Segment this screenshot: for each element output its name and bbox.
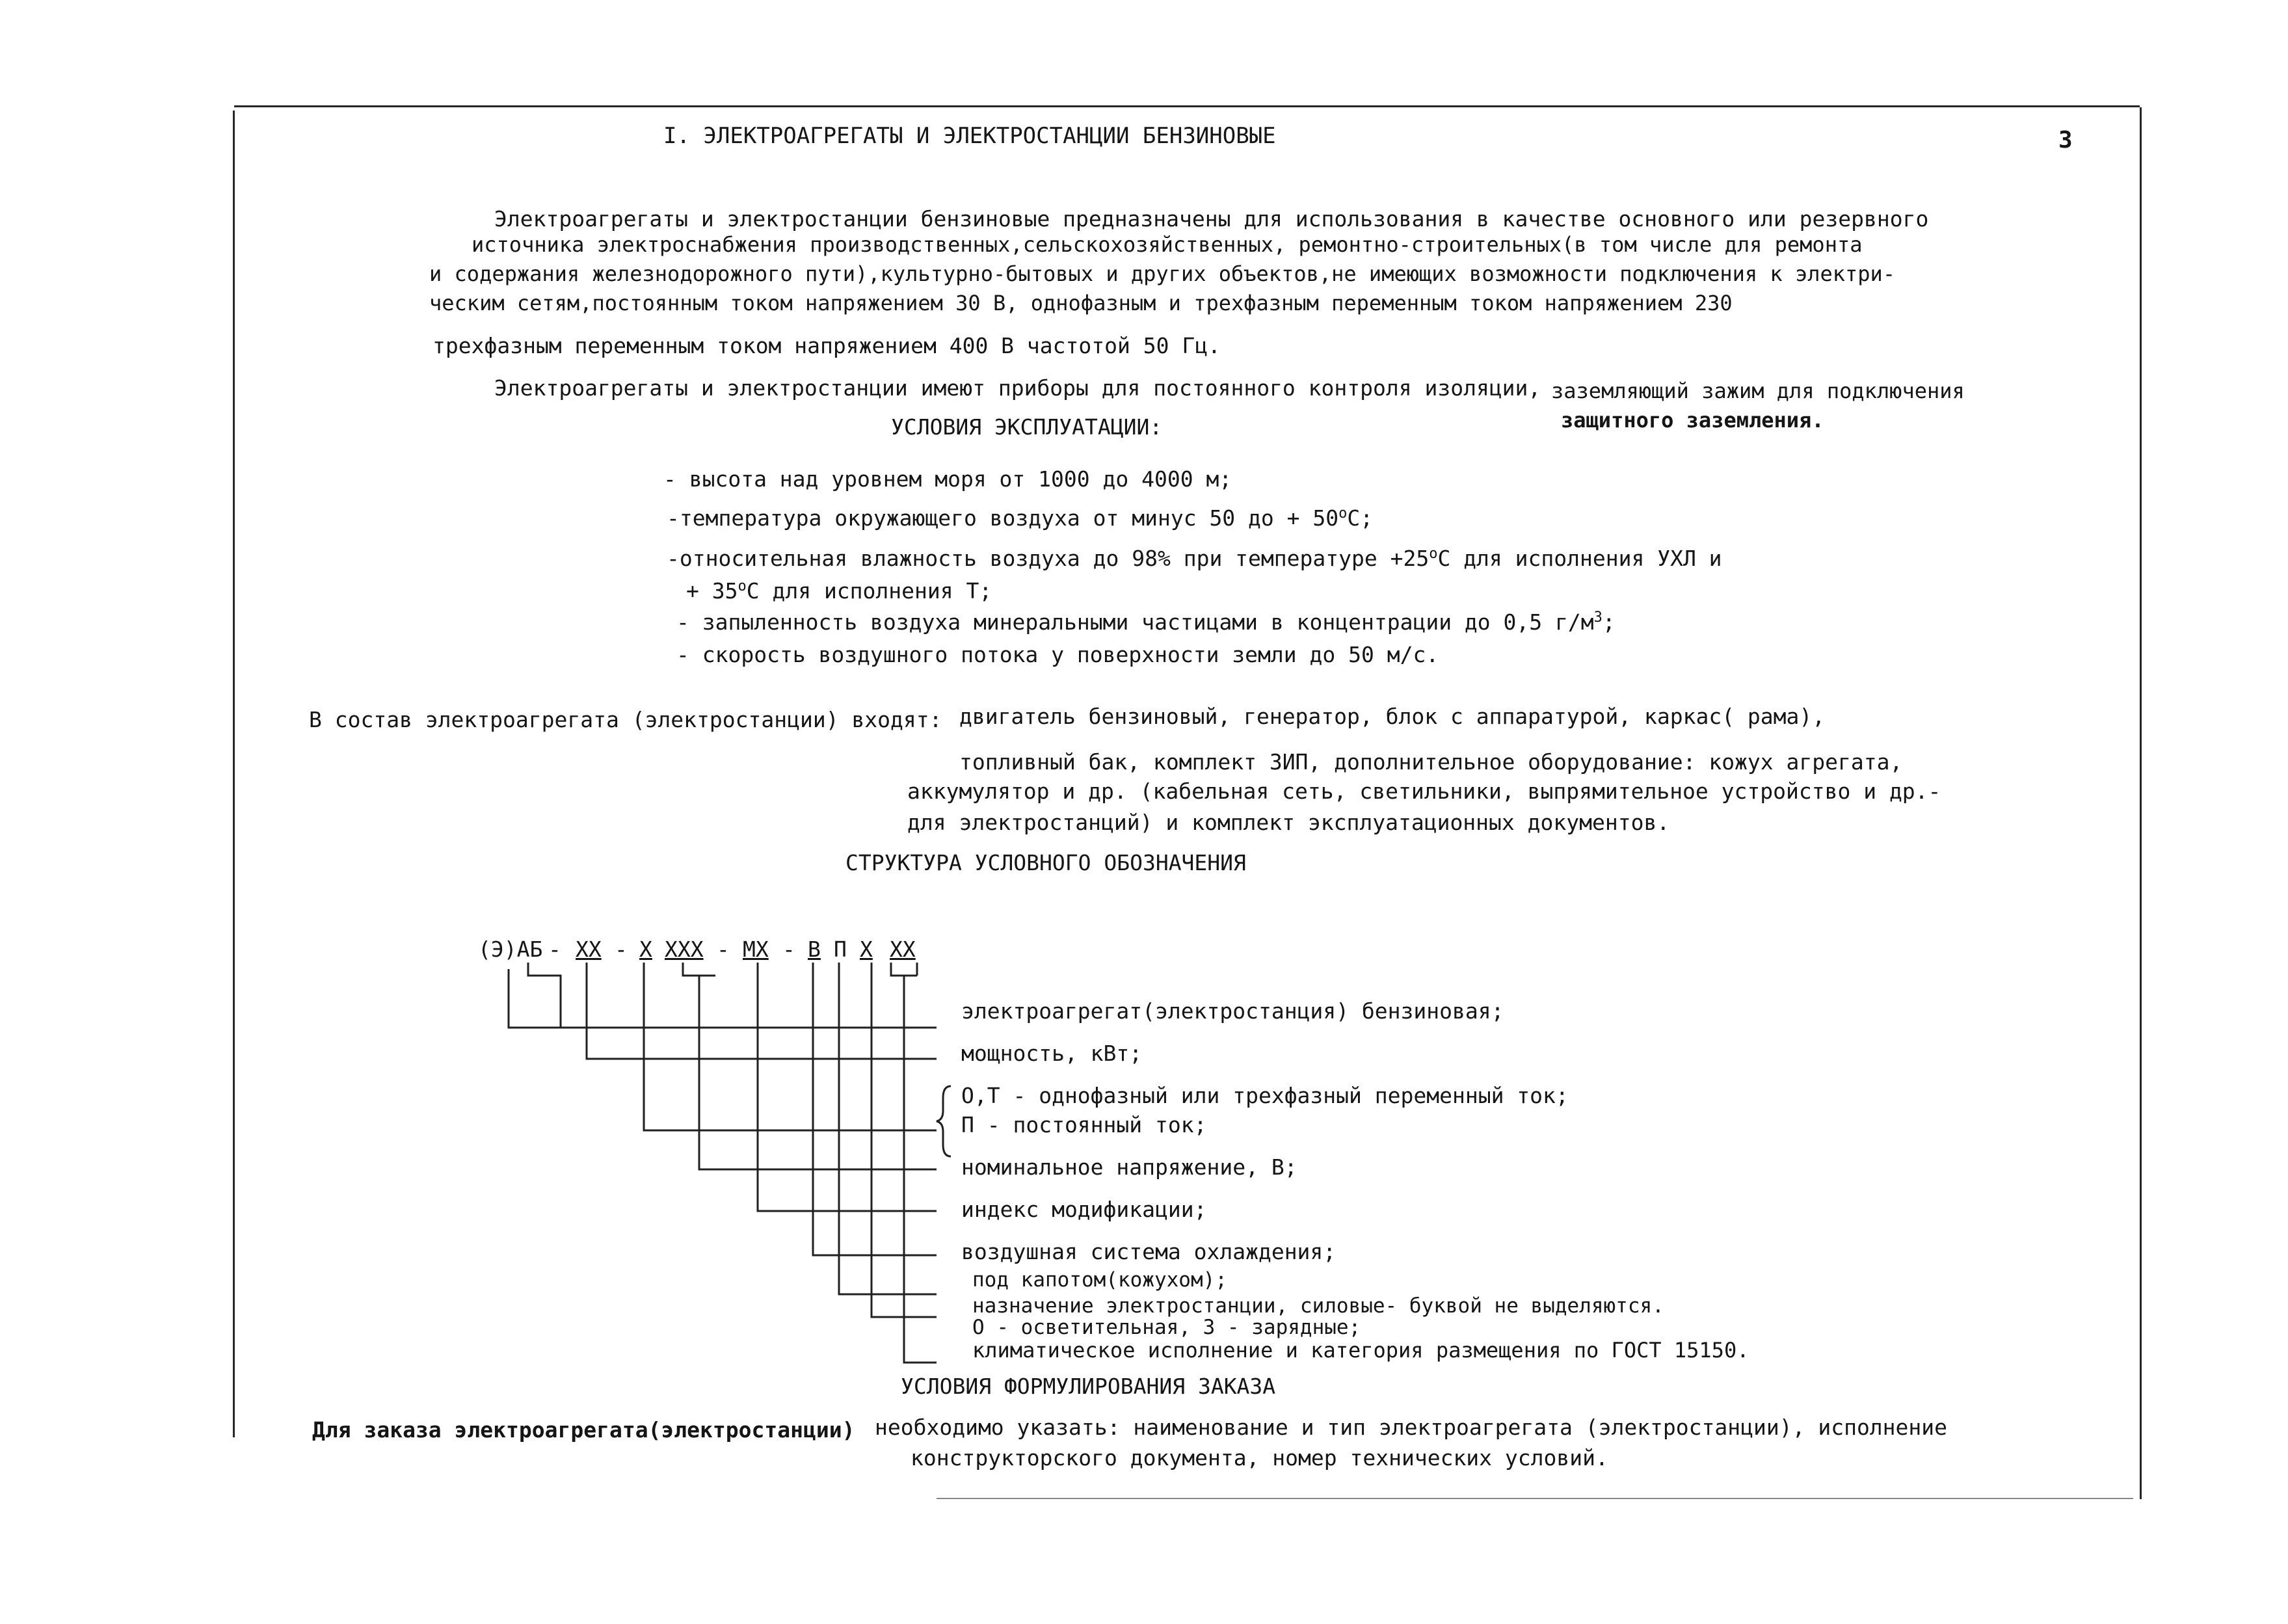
connector-voltage	[683, 963, 937, 1169]
intro-line-5: трехфазным переменным током напряжением 400 В частотой 50 Гц.	[432, 333, 1221, 358]
condition-temperature: -температура окружающего воздуха от минус 50 до + $50^оС$;	[667, 505, 1374, 531]
code-part-climate: XX	[890, 937, 916, 962]
legend-climate: климатическое исполнение и категория размещения по ГОСТ 15150.	[972, 1338, 1749, 1363]
code-dash-3: -	[717, 937, 730, 962]
intro-line-1: Электроагрегаты и электростанции бензиновые предназначены для использования в качестве основного или резервного	[494, 206, 1929, 232]
code-part-mod: MX	[743, 937, 769, 962]
code-dash-2: -	[615, 937, 628, 962]
code-part-ab: (Э)АБ	[478, 937, 543, 962]
intro-line-3: и содержания железнодорожного пути),культурно-бытовых и других объектов,не имеющих возможности подключения к электри-	[429, 261, 1896, 286]
legend-power: мощность, кВт;	[961, 1041, 1143, 1066]
intro-line-4: ческим сетям,постоянным током напряжением 30 В, однофазным и трехфазным переменным током напряжением 230	[429, 291, 1733, 315]
composition-line-3: аккумулятор и др. (кабельная сеть, светильники, выпрямительное устройство и др.-	[907, 779, 1941, 804]
condition-wind: - скорость воздушного потока у поверхности земли до 50 м/с.	[676, 642, 1439, 667]
brace	[937, 1086, 951, 1156]
connector-mod	[758, 963, 937, 1211]
section-title: I. ЭЛЕКТРОАГРЕГАТЫ И ЭЛЕКТРОСТАНЦИИ БЕНЗИНОВЫЕ	[663, 123, 1276, 149]
composition-line-4: для электростанций) и комплект эксплуатационных документов.	[907, 810, 1670, 835]
order-heading: УСЛОВИЯ ФОРМУЛИРОВАНИЯ ЗАКАЗА	[901, 1374, 1276, 1399]
legend-ac: О,Т - однофазный или трехфазный переменный ток;	[961, 1083, 1569, 1108]
legend-voltage: номинальное напряжение, В;	[961, 1154, 1297, 1180]
legend-dc: П - постоянный ток;	[961, 1112, 1207, 1138]
conditions-heading: УСЛОВИЯ ЭКСПЛУАТАЦИИ:	[891, 414, 1163, 440]
connector-power-drop	[587, 963, 937, 1059]
connector-current	[644, 963, 937, 1130]
connector-hood	[839, 963, 937, 1294]
condition-altitude: - высота над уровнем моря от 1000 до 4000 м;	[663, 466, 1232, 492]
legend-cooling: воздушная система охлаждения;	[961, 1239, 1337, 1264]
connector-power	[528, 963, 561, 1028]
composition-label: В состав электроагрегата (электростанции) входят:	[309, 707, 942, 732]
code-dash-4: -	[782, 937, 795, 962]
structure-heading: СТРУКТУРА УСЛОВНОГО ОБОЗНАЧЕНИЯ	[845, 850, 1246, 875]
code-part-hood: П	[834, 937, 847, 962]
composition-line-1: двигатель бензиновый, генератор, блок с аппаратурой, каркас( рама),	[959, 704, 1826, 729]
insulation-line-2b: защитного заземления.	[1561, 408, 1824, 433]
code-part-cooling: В	[808, 937, 821, 962]
code-part-purpose: X	[860, 937, 873, 962]
connector-climate-a	[891, 963, 937, 1363]
order-label: Для заказа электроагрегата(электростанции)	[312, 1417, 855, 1443]
legend-generator: электроагрегат(электростанция) бензиновая;	[961, 998, 1504, 1024]
code-part-voltage: XXX	[665, 937, 704, 962]
page-number: 3	[2058, 127, 2073, 153]
legend-lighting: О - осветительная, З - зарядные;	[972, 1316, 1361, 1339]
order-line-1: необходимо указать: наименование и тип электроагрегата (электростанции), исполнение	[875, 1415, 1948, 1440]
code-part-power: XX	[576, 937, 602, 962]
code-part-current: X	[639, 937, 652, 962]
code-dash-1: -	[548, 937, 561, 962]
condition-humidity: -относительная влажность воздуха до 98% при температуре $+25^оС$ для исполнения УХЛ и	[667, 546, 1722, 571]
composition-line-2: топливный бак, комплект ЗИП, дополнительное оборудование: кожух агрегата,	[959, 749, 1903, 775]
legend-modification: индекс модификации;	[961, 1197, 1207, 1222]
legend-purpose: назначение электростанции, силовые- буквой не выделяются.	[972, 1294, 1664, 1318]
intro-line-2: источника электроснабжения производственных,сельскохозяйственных, ремонтно-строительных(в том числе для ремонта	[472, 232, 1863, 257]
insulation-line-2a: заземляющий зажим для подключения	[1551, 379, 1965, 403]
condition-dust: - запыленность воздуха минеральными частицами в концентрации до 0,5 $г/м^3$;	[676, 609, 1616, 635]
legend-hood: под капотом(кожухом);	[972, 1268, 1227, 1292]
condition-humidity-t: + $35^оС$ для исполнения Т;	[686, 578, 992, 604]
insulation-line-1: Электроагрегаты и электростанции имеют приборы для постоянного контроля изоляции,	[494, 375, 1541, 401]
order-line-2: конструкторского документа, номер технических условий.	[911, 1445, 1608, 1471]
